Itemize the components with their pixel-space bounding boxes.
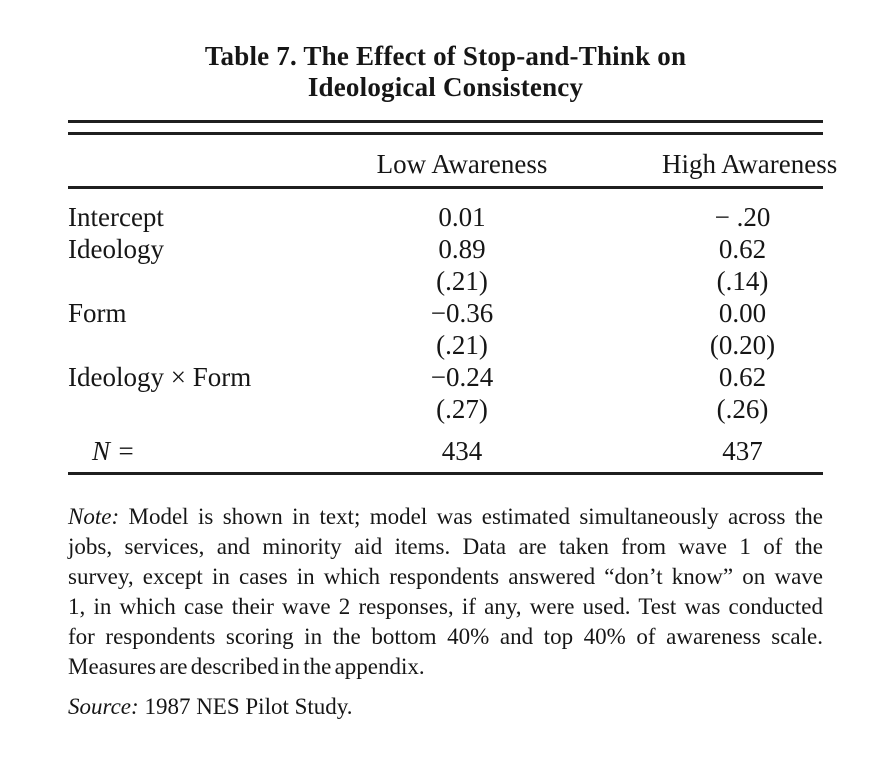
high-awareness-value: 437 (722, 436, 763, 466)
high-awareness-value: 0.62 (718, 362, 767, 392)
table-note (68, 502, 823, 682)
table-row (68, 361, 823, 393)
row-label: Ideology (68, 234, 164, 264)
header-row (68, 135, 823, 188)
note-line: survey, except in cases in which respondents answered “don’t know” on wave (68, 564, 823, 589)
row-label: Intercept (68, 202, 164, 232)
row-label (68, 329, 340, 361)
table-source (68, 692, 823, 722)
low-awareness-value: 0.01 (438, 202, 486, 232)
table-block (68, 0, 838, 722)
table-title-line-2: Ideological Consistency (307, 72, 584, 102)
table-row (68, 233, 823, 265)
column-header-low-awareness: Low Awareness (340, 135, 584, 188)
column-header-high-awareness: High Awareness (584, 135, 823, 188)
row-label (68, 265, 340, 297)
note-line: Note: Model is shown in text; model was estimated simultaneously across the (68, 504, 823, 529)
high-awareness-value: 0.62 (718, 234, 767, 264)
high-awareness-value: (0.20) (709, 330, 776, 360)
low-awareness-value: −0.24 (430, 362, 494, 392)
table-row (68, 425, 823, 474)
low-awareness-value: 434 (441, 436, 483, 466)
table-row (68, 297, 823, 329)
source-text: 1987 NES Pilot Study. (144, 694, 353, 719)
row-label: N = (92, 436, 135, 466)
source-label: Source: (68, 694, 139, 719)
table-title-line-1: Table 7. The Effect of Stop-and-Think on (204, 41, 687, 71)
double-rule (68, 120, 823, 135)
high-awareness-value: 0.00 (718, 298, 767, 328)
row-label: Ideology × Form (68, 362, 252, 392)
table-body (68, 188, 823, 474)
table-row (68, 393, 823, 425)
low-awareness-value: (.21) (436, 266, 488, 296)
high-awareness-value: (.14) (716, 266, 769, 296)
low-awareness-value: (.21) (436, 330, 488, 360)
table-header (68, 135, 838, 188)
low-awareness-value: 0.89 (438, 234, 486, 264)
note-line: 1, in which case their wave 2 responses, if any, were used. Test was conducted (68, 594, 823, 619)
table-row (68, 329, 823, 361)
table-row (68, 265, 823, 297)
table-title (68, 41, 823, 103)
low-awareness-value: (.27) (436, 394, 488, 424)
table-row (68, 188, 823, 234)
row-label: Form (68, 298, 127, 328)
note-line: jobs, services, and minority aid items. Data are taken from wave 1 of the (68, 534, 823, 559)
note-line: for respondents scoring in the bottom 40% and top 40% of awareness scale. (68, 624, 823, 649)
row-label (68, 393, 340, 425)
high-awareness-value: (.26) (716, 394, 769, 424)
column-header-empty (68, 135, 340, 188)
low-awareness-value: −0.36 (430, 298, 494, 328)
note-label: Note: (68, 504, 120, 529)
high-awareness-value: − .20 (714, 202, 771, 232)
note-line: Measures are described in the appendix. (68, 654, 425, 679)
regression-table (68, 135, 838, 475)
